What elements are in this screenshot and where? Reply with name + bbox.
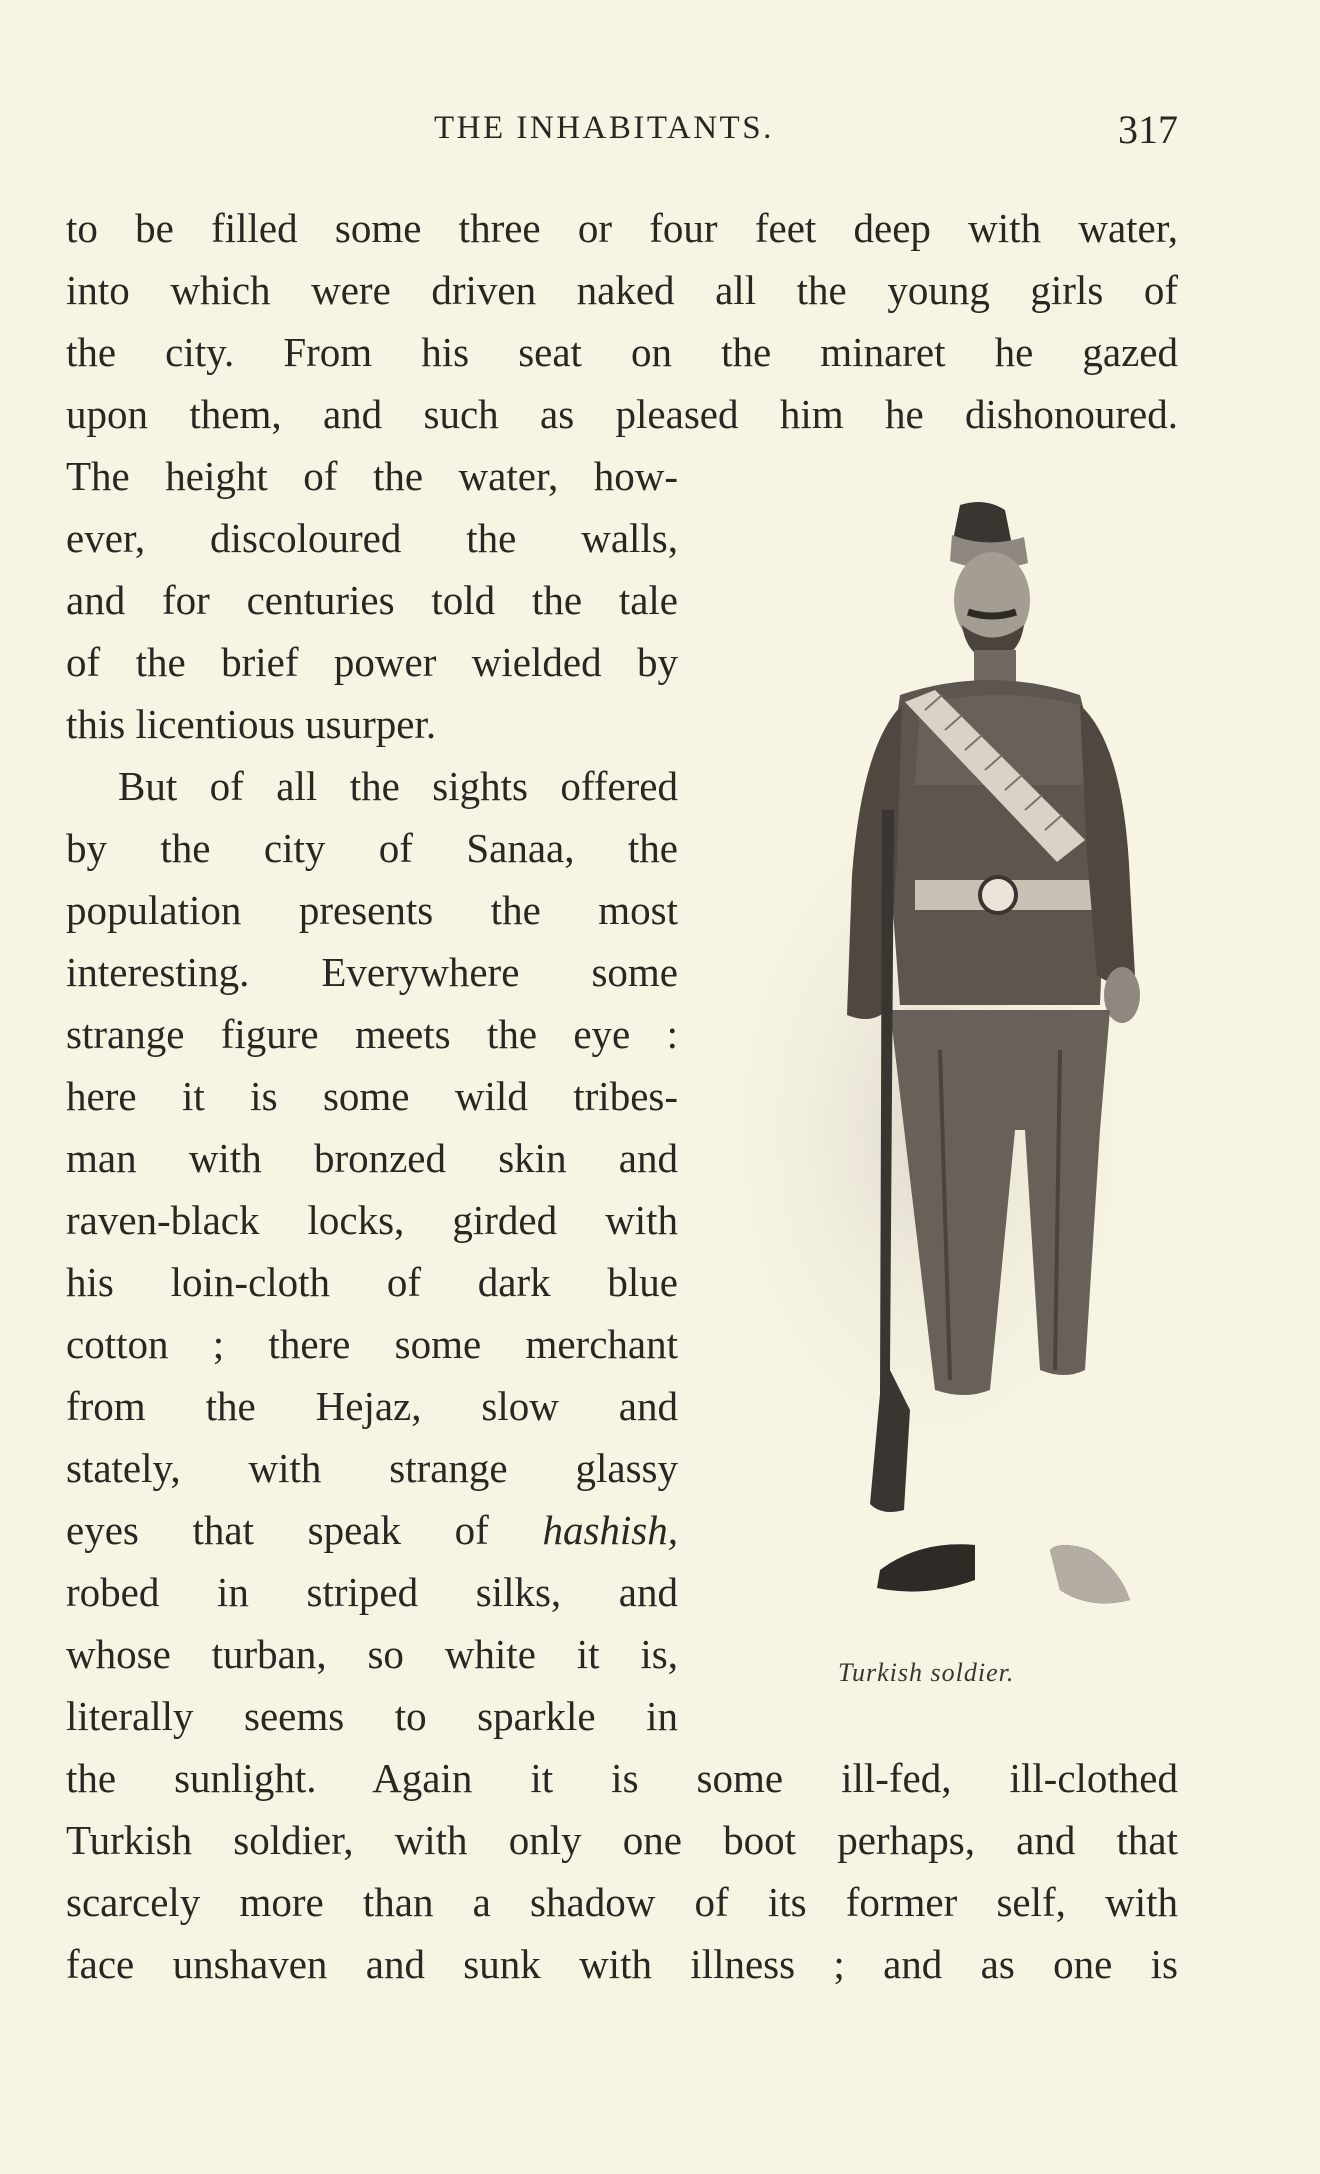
body-line: whose turban, so white it is, xyxy=(66,1631,678,1677)
body-line: Turkish soldier, with only one boot perhaps, and that xyxy=(66,1817,1178,1863)
body-line: and for centuries told the tale xyxy=(66,577,678,623)
body-line: But of all the sights offered xyxy=(118,763,678,809)
body-line: his loin-cloth of dark blue xyxy=(66,1259,678,1305)
body-line: robed in striped silks, and xyxy=(66,1569,678,1615)
body-line: scarcely more than a shadow of its former self, with xyxy=(66,1879,1178,1925)
body-line: face unshaven and sunk with illness ; and as one is xyxy=(66,1941,1178,1987)
running-title: THE INHABITANTS. xyxy=(434,110,774,146)
body-line: The height of the water, how- xyxy=(66,453,678,499)
body-line-text: eyes that speak of xyxy=(66,1507,489,1553)
body-line: into which were driven naked all the young girls of xyxy=(66,267,1178,313)
body-line: raven-black locks, girded with xyxy=(66,1197,678,1243)
body-line: population presents the most xyxy=(66,887,678,933)
body-line: upon them, and such as pleased him he dishonoured. xyxy=(66,391,1178,437)
body-line: ever, discoloured the walls, xyxy=(66,515,678,561)
page-number: 317 xyxy=(1118,107,1178,152)
running-head xyxy=(66,107,1178,160)
body-line: strange figure meets the eye : xyxy=(66,1011,678,1057)
body-line: man with bronzed skin and xyxy=(66,1135,678,1181)
body-line: stately, with strange glassy xyxy=(66,1445,678,1491)
soldier-drawing xyxy=(730,490,1190,1650)
body-line: literally seems to sparkle in xyxy=(66,1693,678,1739)
body-line: interesting. Everywhere some xyxy=(66,949,678,995)
body-line: cotton ; there some merchant xyxy=(66,1321,678,1367)
body-line: this licentious usurper. xyxy=(66,701,437,747)
italic-word: hashish, xyxy=(542,1507,678,1553)
body-line: by the city of Sanaa, the xyxy=(66,825,678,871)
soldier-illustration xyxy=(730,490,1190,1650)
body-line: from the Hejaz, slow and xyxy=(66,1383,678,1429)
body-line: here it is some wild tribes- xyxy=(66,1073,678,1119)
body-line: to be filled some three or four feet deep with water, xyxy=(66,205,1178,251)
body-line: the city. From his seat on the minaret he gazed xyxy=(66,329,1178,375)
body-line: of the brief power wielded by xyxy=(66,639,678,685)
figure-caption: Turkish soldier. xyxy=(838,1658,1015,1687)
body-line-with-italic xyxy=(66,1505,678,1555)
body-line: the sunlight. Again it is some ill-fed, ill-clothed xyxy=(66,1755,1178,1801)
